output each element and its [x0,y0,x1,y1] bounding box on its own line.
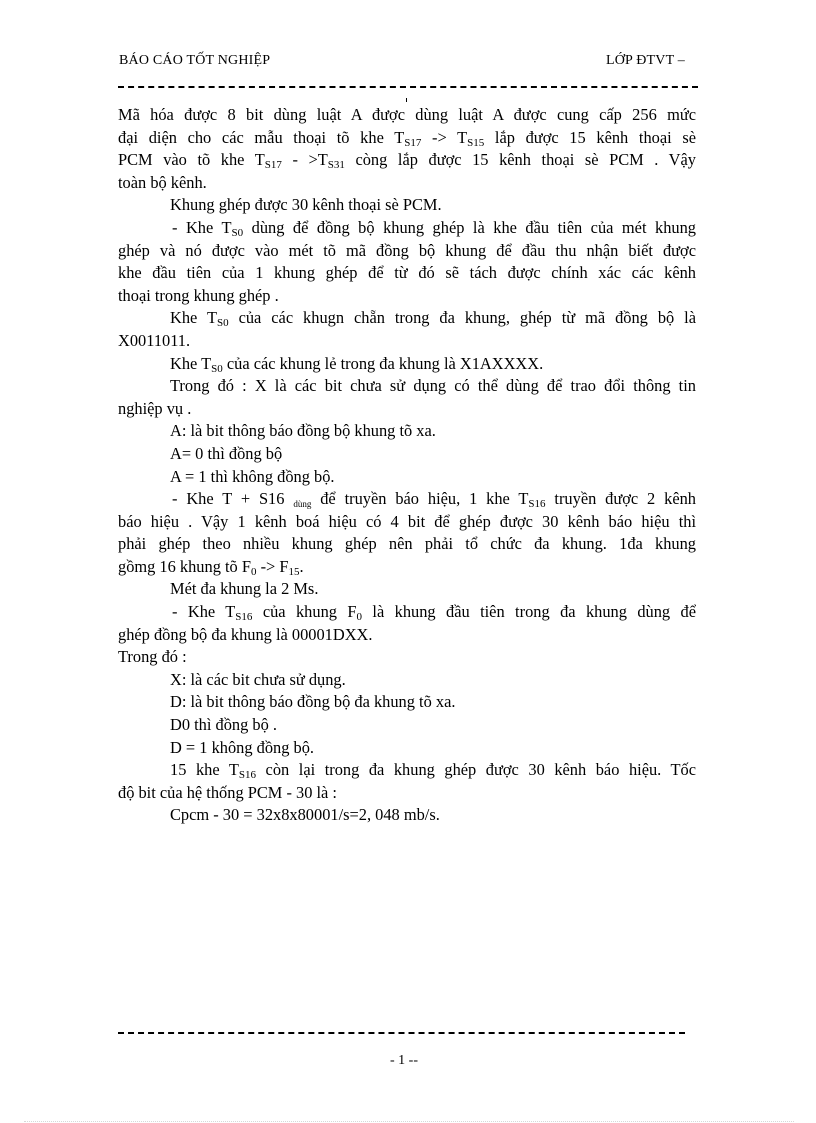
paragraph-line: A: là bit thông báo đồng bộ khung tõ xa. [170,421,436,441]
paragraph-line: độ bit của hệ thống PCM - 30 là : [118,782,337,802]
paragraph-line: - Khe T + S16 $_{dùng}$ để truyền báo hiệu, 1 khe $T_{S16}$ truyền được 2 kênh [172,489,696,511]
paragraph-line: nghiệp vụ . [118,398,192,418]
paragraph-line: ghép và nó được vào mét tõ mã đồng bộ khung để đầu thu nhận biết được [118,240,696,260]
paragraph-line: Khung ghép được 30 kênh thoại sè PCM. [170,195,442,215]
paragraph-line: đại diện cho các mẫu thoại tõ khe $T_{S17} -> T_{S15}$ lắp được 15 kênh thoại sè [118,127,696,149]
paragraph-line: D: là bit thông báo đồng bộ đa khung tõ xa. [170,692,456,712]
paragraph-line: toàn bộ kênh. [118,172,207,192]
paragraph-line: X0011011. [118,330,191,350]
paragraph-line: 15 khe $T_{S16}$ còn lại trong đa khung ghép được 30 kênh báo hiệu. Tốc [170,760,696,782]
divider-mark [406,98,407,102]
footer-divider [118,1032,685,1034]
paragraph-line: - Khe $T_{S0}$ dùng để đồng bộ khung ghép là khe đầu tiên của mét khung [172,217,696,239]
paragraph-line: báo hiệu . Vậy 1 kênh boá hiệu có 4 bit để ghép được 30 kênh báo hiệu thì [118,511,696,531]
header-title: BÁO CÁO TỐT NGHIỆP [119,53,271,68]
paragraph-line: X: là các bit chưa sử dụng. [170,669,346,689]
document-body [118,104,696,827]
page-number: - 1 -- [390,1053,418,1068]
paragraph-line: D = 1 không đồng bộ. [170,737,315,757]
paragraph-line: gồmg 16 khung tõ $F_0 -> F_{15}$. [118,556,304,578]
paragraph-line: ghép đồng bộ đa khung là 00001DXX. [118,624,373,644]
header-class: LỚP ĐTVT – [606,53,685,68]
paragraph-line: Mã hóa được 8 bit dùng luật A được dùng luật A được cung cấp 256 mức [118,105,696,124]
formula-line: Cpcm - 30 = 32x8x80001/s=2, 048 mb/s. [170,805,440,825]
paragraph-line: A = 1 thì không đồng bộ. [170,466,335,486]
paragraph-line: - Khe $T_{S16}$ của khung $F_0$ là khung đầu tiên trong đa khung dùng để [172,602,696,624]
paragraph-line: thoại trong khung ghép . [118,285,279,305]
paragraph-line: khe đầu tiên của 1 khung ghép để từ đó sẽ tách được chính xác các kênh [118,263,696,283]
page-edge-divider [24,1121,794,1122]
paragraph-line: phải ghép theo nhiều khung ghép nên phải tổ chức đa khung. 1đa khung [118,534,696,554]
paragraph-line: Trong đó : X là các bit chưa sử dụng có thể dùng để trao đổi thông tin [170,376,696,396]
paragraph-line: A= 0 thì đồng bộ [170,443,283,463]
paragraph-line: PCM vào tõ khe $T_{S17} - >T_{S31}$ còng lắp được 15 kênh thoại sè PCM . Vậy [118,150,696,172]
paragraph-line: Mét đa khung la 2 Ms. [170,579,319,599]
paragraph-line: D0 thì đồng bộ . [170,715,277,735]
paragraph-line: Trong đó : [118,647,187,667]
header-divider [118,86,698,88]
paragraph-line: Khe $T_{S0}$ của các khugn chẵn trong đa khung, ghép từ mã đồng bộ là [170,308,696,330]
paragraph-line: Khe $T_{S0}$ của các khung lẻ trong đa khung là X1AXXXX. [170,353,544,375]
